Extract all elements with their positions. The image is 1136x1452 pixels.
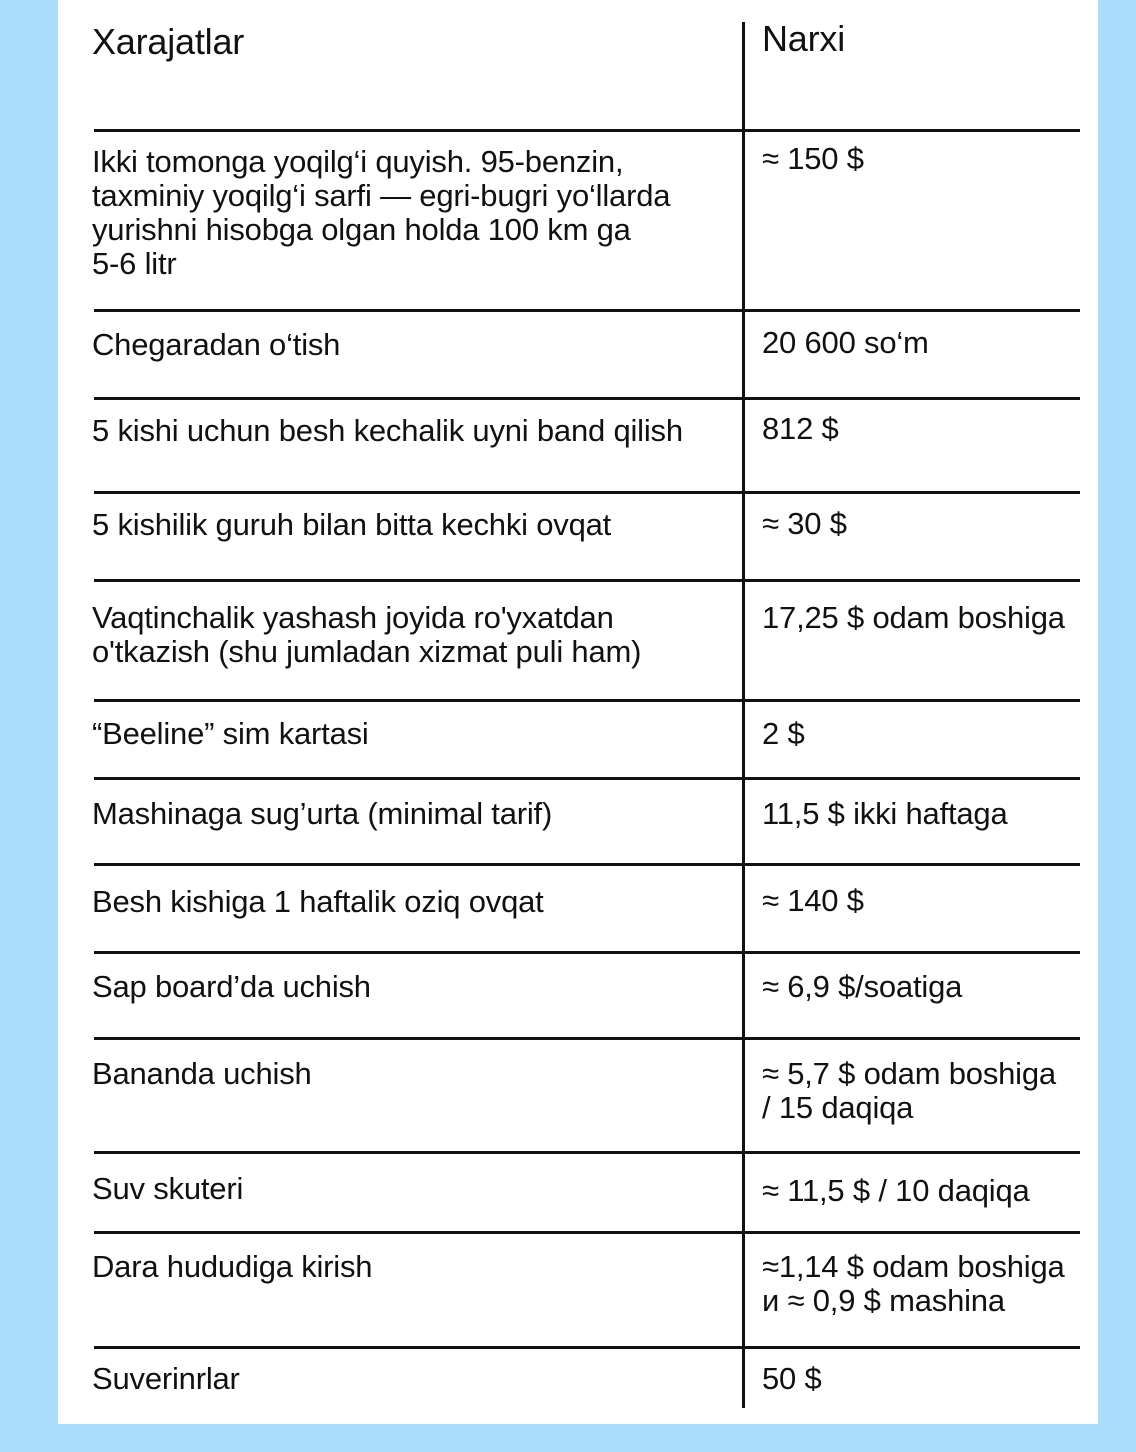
row-divider	[94, 777, 1080, 780]
row-4-price: ≈ 30 $	[762, 506, 847, 541]
row-13-price: 50 $	[762, 1361, 822, 1396]
column-divider	[742, 22, 745, 1408]
row-3-expense: 5 kishi uchun besh kechalik uyni band qilish	[92, 413, 683, 448]
row-divider	[94, 579, 1080, 582]
row-divider	[94, 1346, 1080, 1349]
row-7-price: 11,5 $ ikki haftaga	[762, 796, 1008, 831]
row-10-expense: Bananda uchish	[92, 1056, 312, 1091]
row-5-expense: Vaqtinchalik yashash joyida ro'yxatdan o'tkazish (shu jumladan xizmat puli ham)	[92, 600, 642, 669]
row-6-expense: “Beeline” sim kartasi	[92, 716, 369, 751]
row-11-expense: Suv skuteri	[92, 1171, 244, 1206]
row-13-expense: Suverinrlar	[92, 1361, 240, 1396]
header-price: Narxi	[762, 18, 846, 59]
row-1-price: ≈ 150 $	[762, 141, 864, 176]
row-5-price: 17,25 $ odam boshiga	[762, 600, 1065, 635]
row-12-price: ≈1,14 $ odam boshiga и ≈ 0,9 $ mashina	[762, 1249, 1065, 1318]
row-2-price: 20 600 so‘m	[762, 325, 929, 360]
row-divider	[94, 1037, 1080, 1040]
row-10-price: ≈ 5,7 $ odam boshiga / 15 daqiqa	[762, 1056, 1056, 1125]
row-divider	[94, 309, 1080, 312]
row-divider	[94, 863, 1080, 866]
row-divider	[94, 129, 1080, 132]
row-8-price: ≈ 140 $	[762, 883, 864, 918]
row-11-price: ≈ 11,5 $ / 10 daqiqa	[762, 1173, 1030, 1208]
row-divider	[94, 1151, 1080, 1154]
expense-table-card	[58, 0, 1098, 1424]
row-divider	[94, 491, 1080, 494]
row-1-expense: Ikki tomonga yoqilg‘i quyish. 95-benzin, taxminiy yoqilg‘i sarfi — egri-bugri yo‘llarda yurishni hisobga olgan holda 100 km ga 5-6 litr	[92, 144, 671, 281]
row-3-price: 812 $	[762, 411, 839, 446]
header-expense: Xarajatlar	[92, 21, 245, 62]
row-12-expense: Dara hududiga kirish	[92, 1249, 373, 1284]
row-9-price: ≈ 6,9 $/soatiga	[762, 969, 963, 1004]
row-7-expense: Mashinaga sug’urta (minimal tarif)	[92, 796, 553, 831]
row-4-expense: 5 kishilik guruh bilan bitta kechki ovqat	[92, 507, 612, 542]
row-divider	[94, 397, 1080, 400]
row-divider	[94, 1231, 1080, 1234]
row-6-price: 2 $	[762, 716, 805, 751]
row-8-expense: Besh kishiga 1 haftalik oziq ovqat	[92, 884, 544, 919]
row-9-expense: Sap board’da uchish	[92, 969, 371, 1004]
row-divider	[94, 699, 1080, 702]
row-2-expense: Chegaradan o‘tish	[92, 327, 341, 362]
row-divider	[94, 951, 1080, 954]
